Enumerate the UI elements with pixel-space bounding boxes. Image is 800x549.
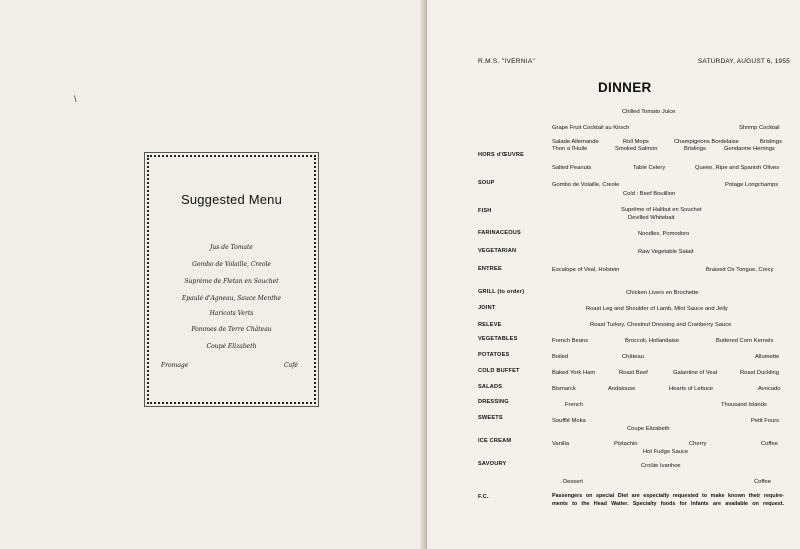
menu-item: Raw Vegetable Salad — [638, 249, 694, 255]
menu-item: Roast Turkey, Chestnut Dressing and Cranberry Sauce — [590, 322, 732, 328]
menu-item: Gendarme Herrings — [724, 146, 775, 152]
category-soup: SOUP — [478, 180, 495, 186]
menu-item: Smoked Salmon — [615, 146, 658, 152]
menu-item: Pistachio — [614, 441, 638, 447]
menu-item: Soufflé Moka — [552, 418, 586, 424]
menu-item: Thon a l'Huile — [552, 146, 588, 152]
menu-item: Dessert — [563, 479, 583, 485]
suggested-menu-item: Epaulé d'Agneau, Sauce Menthe — [181, 295, 282, 302]
category-vegetables: VEGETABLES — [478, 336, 518, 342]
menu-item: Shrimp Cocktail — [739, 125, 780, 131]
menu-item: Salted Peanuts — [552, 165, 592, 171]
menu-item: Noodles, Pomodoro — [638, 231, 690, 237]
menu-item: Roast Beef — [619, 370, 648, 376]
suggested-menu-item: Coupé Elizabeth — [206, 343, 257, 350]
category-fc: F.C. — [478, 494, 489, 500]
category-vegetarian: VEGETARIAN — [478, 248, 517, 254]
suggested-menu-item: Suprème de Fletan en Souchet — [184, 278, 279, 285]
category-fish: FISH — [478, 208, 492, 214]
category-savoury: SAVOURY — [478, 461, 507, 467]
suggested-menu-panel — [147, 155, 316, 404]
menu-item: Salade Allemande — [552, 139, 599, 145]
menu-item: Allumette — [755, 354, 780, 360]
suggested-menu-item: Haricots Verts — [209, 310, 254, 317]
category-farinaceous: FARINACEOUS — [478, 230, 521, 236]
category-hors-doeuvre: HORS d'ŒUVRE — [478, 152, 524, 158]
menu-item: Thousand Islands — [721, 402, 767, 408]
ship-name: R.M.S. "IVERNIA" — [478, 58, 536, 65]
suggested-menu-item: Jus de Tomate — [210, 244, 253, 251]
menu-item: Braised Ox Tongue, Crecy — [706, 267, 774, 273]
menu-item: Coupe Elizabeth — [627, 426, 670, 432]
category-sweets: SWEETS — [478, 415, 503, 421]
suggested-menu-fromage: Fromage — [161, 362, 189, 369]
menu-item: Suprême of Halibut en Souchet — [621, 207, 702, 213]
category-dressing: DRESSING — [478, 399, 509, 405]
menu-item: Petit Fours — [751, 418, 780, 424]
menu-item: Andalouse — [608, 386, 636, 392]
menu-item: Gombo de Volaille, Creole — [552, 182, 620, 188]
menu-date: SATURDAY, AUGUST 6, 1955 — [697, 58, 790, 65]
menu-item: Coffee — [761, 441, 778, 447]
suggested-menu-item: Gombo de Volaille, Creole — [192, 261, 271, 268]
menu-item: Brislings — [760, 139, 782, 145]
suggested-menu-item: Pommes de Terre Château — [191, 326, 272, 333]
menu-item: Grape Fruit Cocktail au Kirsch — [552, 125, 630, 131]
page-mark: \ — [74, 94, 77, 104]
menu-item: Potage Longchamps — [725, 182, 779, 188]
menu-item: Champignons Bordelaise — [674, 139, 739, 145]
menu-item: Roast Duckling — [740, 370, 779, 376]
suggested-menu-title: Suggested Menu — [180, 192, 283, 207]
menu-item: Cherry — [689, 441, 707, 447]
menu-item: Table Celery — [633, 165, 666, 171]
category-releve: RELEVE — [478, 322, 502, 328]
special-diet-note-line1: Passengers on special Diet are especially requested to make known their require- — [552, 493, 784, 499]
menu-item: Avocado — [758, 386, 781, 392]
suggested-menu-cafe: Café — [284, 362, 298, 369]
menu-item: French — [565, 402, 584, 408]
menu-item: Chicken Livers en Brochette — [626, 290, 699, 296]
category-salads: SALADS — [478, 384, 503, 390]
category-ice-cream: ICE CREAM — [478, 438, 512, 444]
special-diet-note-line2: ments to the Head Waiter. Specialty foods for Infants are available on request. — [552, 501, 784, 507]
menu-item: Devilled Whitebait — [628, 215, 675, 221]
menu-item: Hearts of Lettuce — [669, 386, 714, 392]
menu-item: Hot Fudge Sauce — [643, 449, 689, 455]
category-grill: GRILL (to order) — [478, 289, 525, 295]
menu-item: Croûte Ivanhoe — [641, 463, 681, 469]
menu-item: Cold : Beef Bouillion — [623, 191, 676, 197]
category-joint: JOINT — [478, 305, 496, 311]
menu-item: Roll Mops — [623, 139, 649, 145]
menu-item: Coffee — [754, 479, 771, 485]
category-potatoes: POTATOES — [478, 352, 510, 358]
right-page — [427, 0, 800, 549]
menu-item: Brislings — [684, 146, 706, 152]
category-entree: ENTREE — [478, 266, 502, 272]
menu-item: Broccoli, Hollandaise — [625, 338, 680, 344]
menu-item: Roast Leg and Shoulder of Lamb, Mint Sauce and Jelly — [586, 306, 728, 312]
menu-item: Vanilla — [552, 441, 569, 447]
menu-item: Baked York Ham — [552, 370, 596, 376]
menu-item: Escalope of Veal, Holstein — [552, 267, 620, 273]
category-cold-buffet: COLD BUFFET — [478, 368, 520, 374]
menu-item: Galantine of Veal — [673, 370, 718, 376]
menu-item: Château — [622, 354, 644, 360]
menu-item: Boiled — [552, 354, 569, 360]
menu-item: Bismarck — [552, 386, 576, 392]
menu-item: Queen, Ripe and Spanish Olives — [695, 165, 780, 171]
menu-item: Buttered Corn Kernels — [716, 338, 774, 344]
menu-item: Chilled Tomato Juice — [622, 109, 676, 115]
dinner-title: DINNER — [598, 80, 652, 95]
menu-item: French Beans — [552, 338, 589, 344]
